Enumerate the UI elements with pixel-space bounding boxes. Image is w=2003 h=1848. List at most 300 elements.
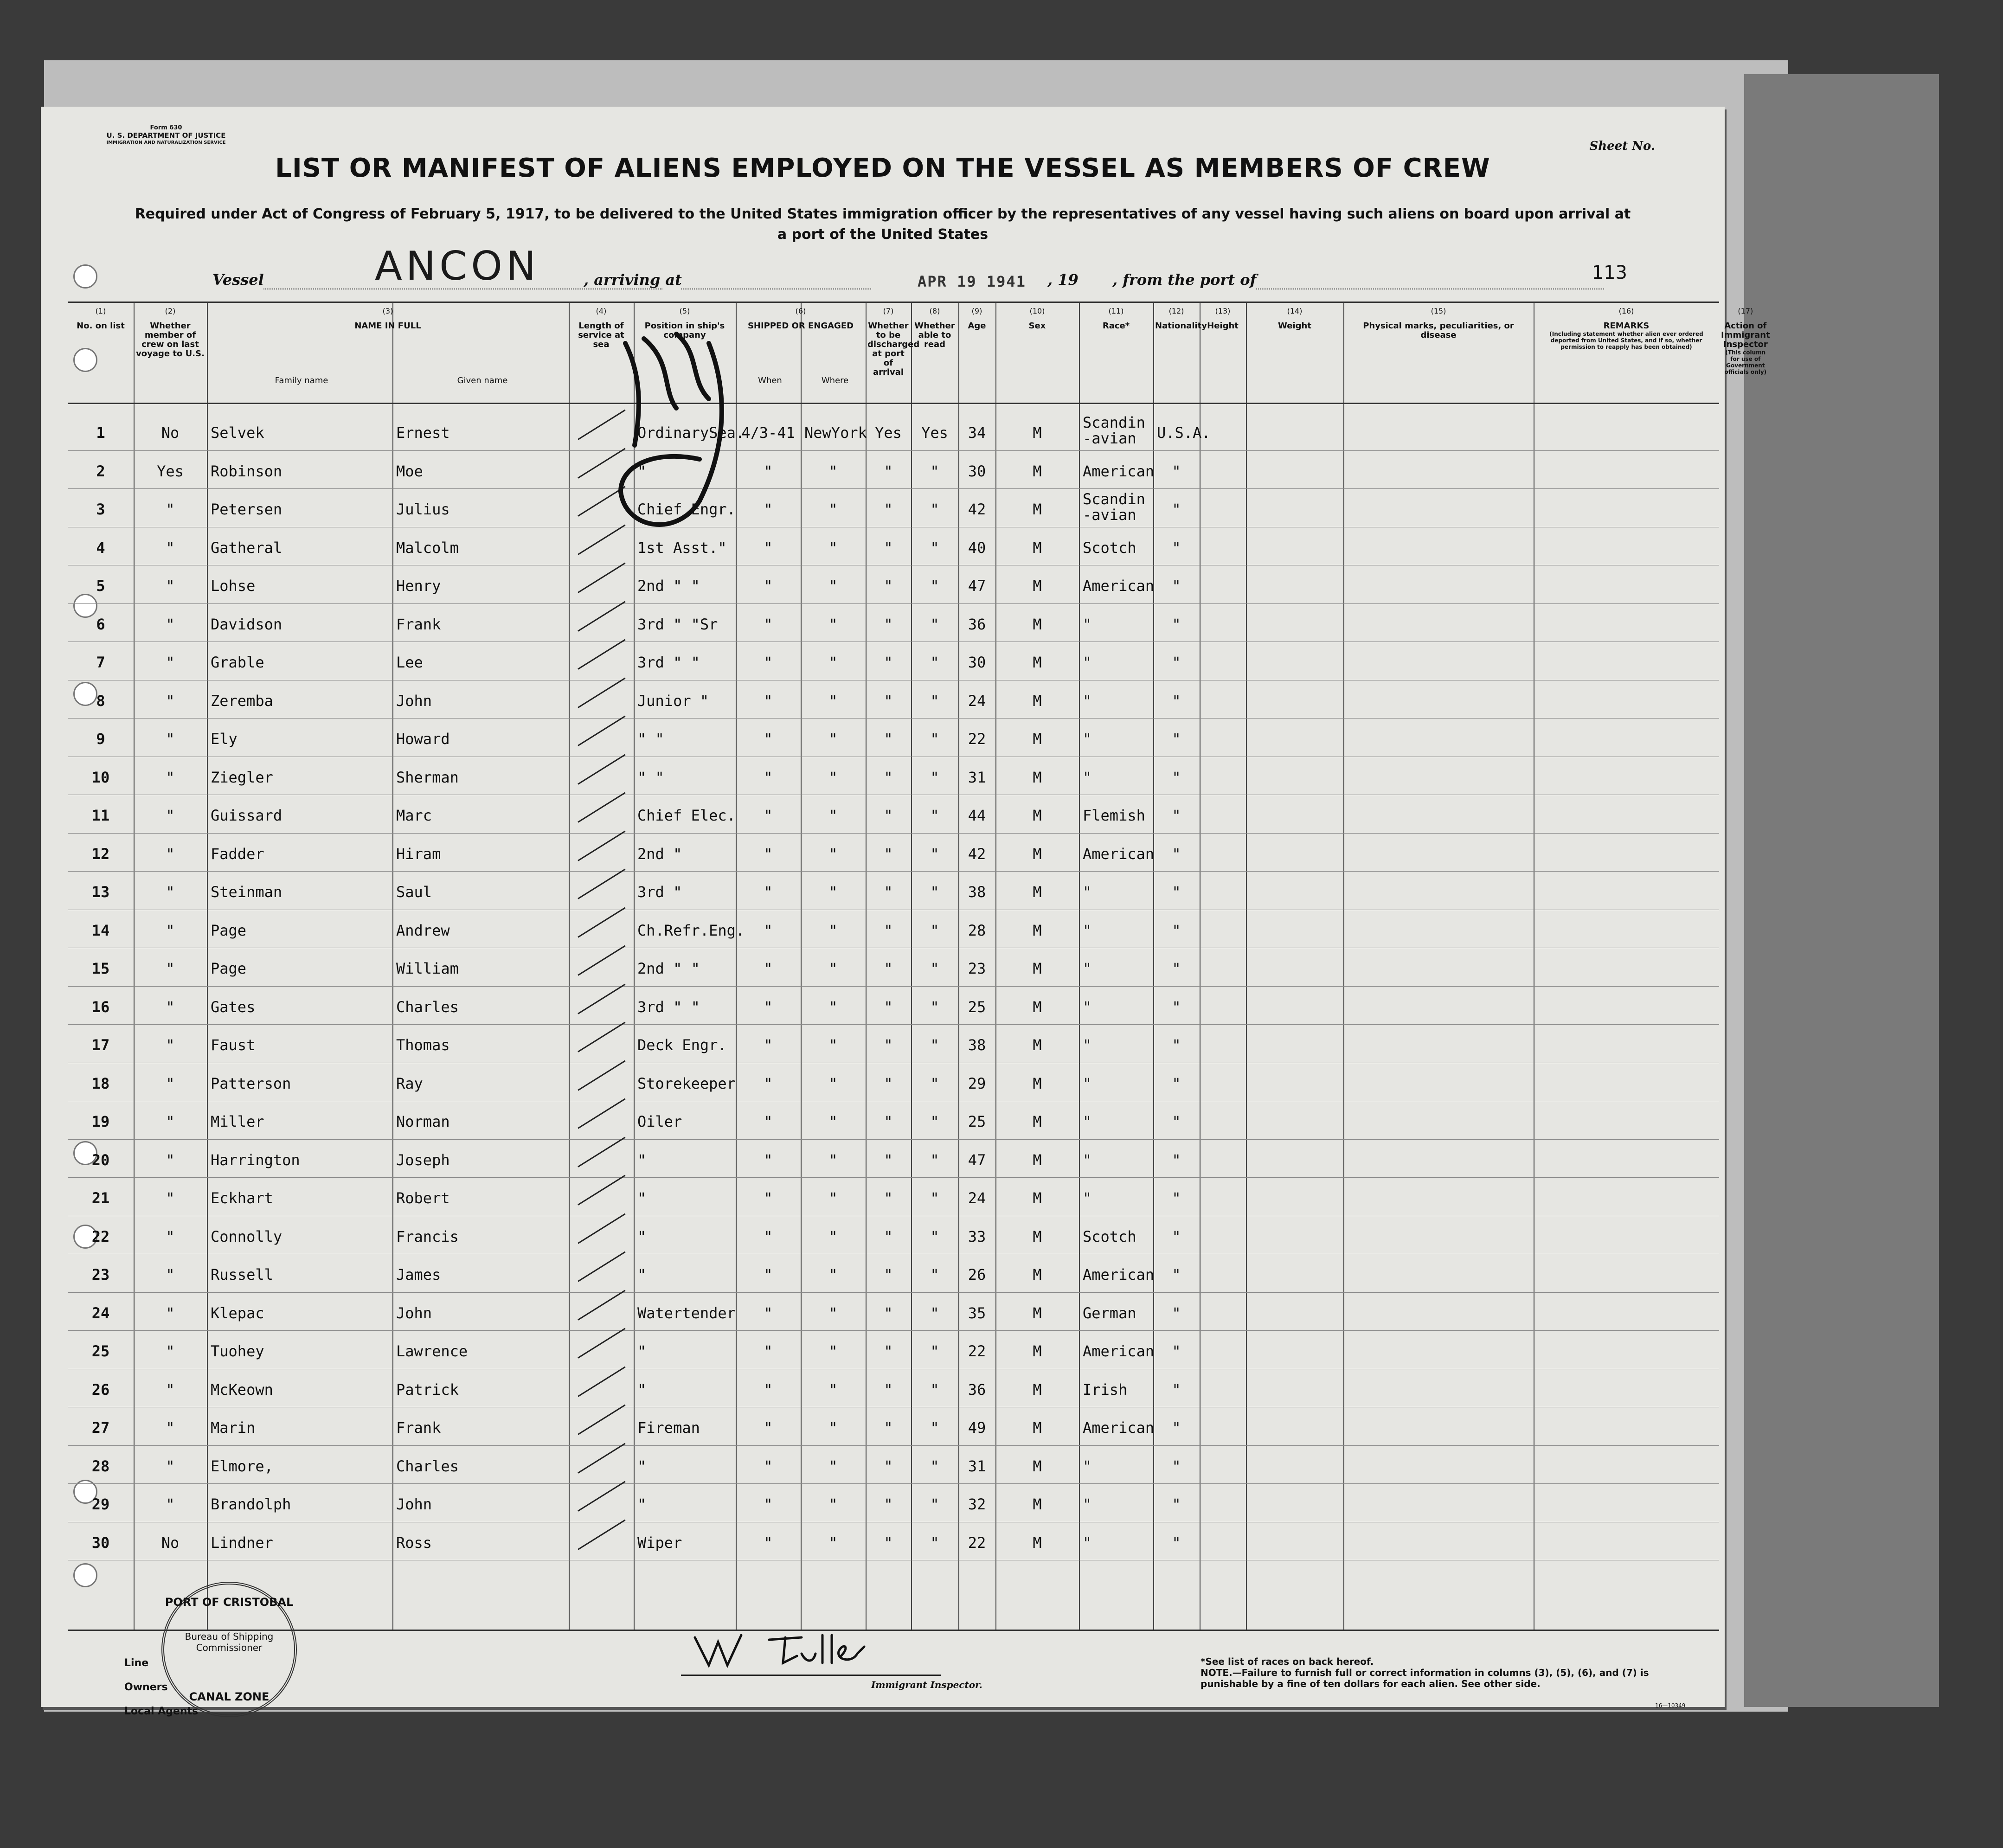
last-voyage-cell: " [166,807,175,824]
shipped-where-cell: " [828,615,838,633]
last-voyage-cell: " [166,1380,175,1399]
able-to-read-cell: " [930,1074,939,1092]
age-cell: 42 [968,500,986,518]
last-voyage-cell: " [166,1113,175,1130]
inspector-signature [690,1628,890,1670]
row-divider [68,1292,1719,1293]
column-header [1345,307,1532,340]
family-name-cell: Harrington [211,1151,300,1169]
age-cell: 22 [968,730,986,748]
last-voyage-cell: " [166,845,175,863]
column-subheader: When [758,376,782,385]
family-name-cell: Page [211,921,247,939]
last-voyage-cell: " [166,1266,175,1283]
sheet-no-label: Sheet No. [1589,139,1655,153]
age-cell: 47 [968,1151,986,1169]
given-name-cell: William [396,960,459,977]
race-cell: " [1083,1036,1092,1054]
column-divider [569,303,570,1630]
shipped-when-cell: 4/3-41 [741,424,795,442]
given-name-cell: Hiram [396,845,441,863]
service-tick-mark [578,1136,625,1167]
race-cell: " [1083,1457,1092,1475]
shipped-when-cell: " [764,998,773,1016]
family-name-cell: Klepac [211,1304,264,1322]
last-voyage-cell: No [161,424,180,442]
shipped-when-cell: " [764,1495,773,1513]
able-to-read-cell: " [930,1342,939,1360]
sex-cell: M [1033,960,1042,977]
footer-notes [1201,1656,1664,1689]
nationality-cell: " [1172,615,1181,633]
sex-cell: M [1033,998,1042,1016]
shipped-where-cell: " [828,998,838,1016]
shipped-when-cell: " [764,807,773,824]
race-cell: " [1083,615,1092,633]
row-number: 21 [91,1189,110,1207]
position-cell: " [637,1380,647,1399]
column-divider [995,303,996,1630]
nationality-cell: " [1172,807,1181,824]
service-tick-mark [578,907,625,937]
family-name-cell: Elmore, [211,1457,273,1475]
family-name-cell: Steinman [211,883,282,901]
column-divider [207,303,208,1630]
service-tick-mark [578,716,625,746]
row-number: 24 [91,1304,110,1322]
discharged-cell: " [884,1113,893,1130]
service-tick-mark [578,1481,625,1512]
family-name-cell: Lohse [211,577,256,595]
line-label: Line [124,1657,149,1669]
row-number: 22 [91,1227,110,1245]
shipped-when-cell: " [764,1534,773,1552]
shipped-where-cell: " [828,807,838,824]
service-tick-mark [578,792,625,823]
shipped-when-cell: " [764,1419,773,1437]
column-divider [134,303,135,1630]
service-tick-mark [578,601,625,631]
owners-label: Owners [124,1681,168,1693]
family-name-cell: Lindner [211,1534,273,1552]
given-name-cell: Charles [396,1457,459,1475]
discharged-cell: " [884,1074,893,1092]
last-voyage-cell: " [166,1495,175,1513]
nationality-cell: " [1172,1419,1181,1437]
family-name-cell: Brandolph [211,1495,291,1513]
able-to-read-cell: " [930,1151,939,1169]
row-divider [68,1139,1719,1140]
from-port-label: , from the port of [1112,271,1257,289]
column-number: (11) [1108,307,1124,315]
able-to-read-cell: " [930,768,939,786]
nationality-cell: " [1172,1151,1181,1169]
last-voyage-cell: " [166,768,175,786]
row-number: 19 [91,1113,110,1130]
row-number: 9 [96,730,105,748]
stamp-bottom-text: CANAL ZONE [189,1690,270,1703]
column-number: (10) [1029,307,1045,315]
row-number: 1 [96,424,105,442]
background-folder [1744,74,1939,1707]
position-cell: 2nd " " [637,960,700,977]
service-tick-mark [578,1251,625,1282]
position-cell: " [637,1151,647,1169]
position-cell: " [637,1457,647,1475]
column-label: Action of Immigrant Inspector [1721,321,1770,349]
able-to-read-cell: " [930,1227,939,1245]
column-label: Whether to be discharged at port of arrival [867,321,920,377]
position-cell: Oiler [637,1113,682,1130]
nationality-cell: " [1172,730,1181,748]
discharged-cell: " [884,539,893,557]
race-cell: " [1083,921,1092,939]
age-cell: 23 [968,960,986,977]
family-name-cell: Zeremba [211,692,273,710]
row-divider [68,603,1719,604]
race-cell: " [1083,1074,1092,1092]
last-voyage-cell: " [166,960,175,977]
sex-cell: M [1033,1304,1042,1322]
row-number: 2 [96,462,105,480]
discharged-cell: " [884,768,893,786]
nationality-cell: " [1172,500,1181,518]
discharged-cell: " [884,692,893,710]
given-name-cell: John [396,1304,432,1322]
given-name-cell: Charles [396,998,459,1016]
race-cell: " [1083,960,1092,977]
column-divider [1079,303,1080,1630]
shipped-when-cell: " [764,1457,773,1475]
family-name-cell: Gates [211,998,256,1016]
column-subheader: Where [821,376,849,385]
sex-cell: M [1033,768,1042,786]
sex-cell: M [1033,1380,1042,1399]
position-cell: Deck Engr. [637,1036,727,1054]
given-name-cell: Saul [396,883,432,901]
age-cell: 36 [968,1380,986,1399]
race-cell: American [1083,1342,1155,1360]
column-header [1535,307,1717,350]
family-name-cell: Faust [211,1036,256,1054]
given-name-cell: Moe [396,462,423,480]
discharged-cell: " [884,921,893,939]
vessel-label: Vessel [212,271,264,289]
service-tick-mark [578,1519,625,1550]
vessel-name: ANCON [375,243,540,289]
last-voyage-cell: " [166,1457,175,1475]
discharged-cell: " [884,1304,893,1322]
position-cell: 1st Asst." [637,539,727,557]
able-to-read-cell: " [930,1419,939,1437]
sex-cell: M [1033,1342,1042,1360]
row-number: 28 [91,1457,110,1475]
age-cell: 49 [968,1419,986,1437]
vessel-line [212,243,1650,292]
position-cell: Chief Elec. [637,807,736,824]
service-tick-mark [578,1022,625,1052]
discharged-cell: " [884,1419,893,1437]
discharged-cell: " [884,960,893,977]
position-cell: " " [637,768,664,786]
able-to-read-cell: " [930,462,939,480]
shipped-when-cell: " [764,921,773,939]
nationality-cell: " [1172,1113,1181,1130]
row-number: 7 [96,654,105,671]
position-cell: " [637,1189,647,1207]
column-number: (2) [165,307,176,315]
nationality-cell: " [1172,1457,1181,1475]
sex-cell: M [1033,921,1042,939]
shipped-where-cell: " [828,1495,838,1513]
position-cell: Chief Engr. [637,500,736,518]
sex-cell: M [1033,730,1042,748]
given-name-cell: Malcolm [396,539,459,557]
able-to-read-cell: " [930,1457,939,1475]
shipped-when-cell: " [764,1151,773,1169]
able-to-read-cell: " [930,883,939,901]
position-cell: 3rd " [637,883,682,901]
shipped-where-cell: " [828,1534,838,1552]
shipped-when-cell: " [764,1227,773,1245]
row-divider [68,1330,1719,1331]
race-cell: " [1083,1534,1092,1552]
age-cell: 26 [968,1266,986,1283]
last-voyage-cell: " [166,1304,175,1322]
able-to-read-cell: " [930,577,939,595]
given-name-cell: Frank [396,1419,441,1437]
inspector-signature-line [681,1675,941,1676]
age-cell: 29 [968,1074,986,1092]
nationality-cell: " [1172,845,1181,863]
header-divider [68,403,1719,404]
able-to-read-cell: " [930,730,939,748]
column-number: (15) [1431,307,1446,315]
shipped-when-cell: " [764,615,773,633]
races-note: *See list of races on back hereof. [1201,1656,1374,1667]
shipped-when-cell: " [764,654,773,671]
row-number: 20 [91,1151,110,1169]
service-tick-mark [578,869,625,899]
race-cell: " [1083,1113,1092,1130]
race-cell: Scandin-avian [1083,414,1145,447]
position-cell: 3rd " "Sr [637,615,718,633]
given-name-cell: Julius [396,500,450,518]
sex-cell: M [1033,615,1042,633]
position-cell: " [637,1342,647,1360]
race-cell: " [1083,730,1092,748]
column-number: (13) [1215,307,1231,315]
discharged-cell: " [884,1227,893,1245]
given-name-cell: Ross [396,1534,432,1552]
column-note: (This column for use of Government officials only) [1724,349,1767,375]
last-voyage-cell: " [166,539,175,557]
column-header [1155,307,1207,331]
age-cell: 44 [968,807,986,824]
race-cell: Scotch [1083,539,1136,557]
race-cell: Irish [1083,1380,1128,1399]
age-cell: 24 [968,1189,986,1207]
last-voyage-cell: " [166,1342,175,1360]
column-header [1081,307,1151,331]
column-label: REMARKS [1603,321,1650,331]
shipped-where-cell: " [828,845,838,863]
discharged-cell: " [884,1342,893,1360]
nationality-cell: " [1172,1342,1181,1360]
age-cell: 30 [968,462,986,480]
nationality-cell: " [1172,654,1181,671]
able-to-read-cell: " [930,807,939,824]
nationality-cell: " [1172,921,1181,939]
column-label: Position in ship's company [644,321,725,340]
column-divider [1200,303,1201,1630]
last-voyage-cell: " [166,1227,175,1245]
shipped-when-cell: " [764,883,773,901]
row-divider [68,1445,1719,1446]
sex-cell: M [1033,1534,1042,1552]
row-divider [68,1483,1719,1484]
race-cell: American [1083,845,1155,863]
shipped-when-cell: " [764,1036,773,1054]
age-cell: 31 [968,1457,986,1475]
shipped-when-cell: " [764,500,773,518]
row-number: 5 [96,577,105,595]
local-agents-label: Local Agents [124,1706,199,1717]
column-number: (4) [596,307,607,315]
shipped-where-cell: NewYork [804,424,867,442]
service-name: IMMIGRATION AND NATURALIZATION SERVICE [106,140,226,145]
age-cell: 32 [968,1495,986,1513]
column-number: (3) [382,307,393,315]
column-number: (8) [929,307,940,315]
row-divider [68,1024,1719,1025]
nationality-cell: " [1172,768,1181,786]
row-number: 3 [96,500,105,518]
discharged-cell: " [884,615,893,633]
row-number: 18 [91,1074,110,1092]
row-divider [68,1177,1719,1178]
shipped-where-cell: " [828,539,838,557]
discharged-cell: " [884,500,893,518]
service-tick-mark [578,1213,625,1244]
sex-cell: M [1033,1419,1042,1437]
given-name-cell: Norman [396,1113,450,1130]
column-header [70,307,132,331]
form-number: Form 630 [150,124,182,131]
able-to-read-cell: " [930,921,939,939]
column-header [135,307,205,359]
row-number: 8 [96,692,105,710]
discharged-cell: " [884,1189,893,1207]
able-to-read-cell: " [930,539,939,557]
column-subheader: Family name [275,376,328,385]
nationality-cell: " [1172,1380,1181,1399]
column-label: Sex [1028,321,1046,331]
able-to-read-cell: " [930,960,939,977]
family-name-cell: Petersen [211,500,282,518]
column-label: Height [1207,321,1239,331]
nationality-cell: U.S.A. [1157,424,1211,442]
given-name-cell: John [396,1495,432,1513]
family-name-cell: Robinson [211,462,282,480]
row-number: 29 [91,1495,110,1513]
row-number: 25 [91,1342,110,1360]
row-number: 30 [91,1534,110,1552]
column-number: (5) [679,307,690,315]
position-cell: Wiper [637,1534,682,1552]
discharged-cell: " [884,1151,893,1169]
row-number: 6 [96,615,105,633]
last-voyage-cell: " [166,921,175,939]
able-to-read-cell: " [930,692,939,710]
position-cell: Storekeeper [637,1074,736,1092]
shipped-when-cell: " [764,1342,773,1360]
shipped-where-cell: " [828,1342,838,1360]
nationality-cell: " [1172,998,1181,1016]
column-note: (Including statement whether alien ever ordered deported from United States, and if so, whether permission to reapply has been obtained) [1549,331,1703,350]
shipped-where-cell: " [828,1380,838,1399]
last-voyage-cell: " [166,1074,175,1092]
column-header [1201,307,1244,331]
row-number: 15 [91,960,110,977]
discharged-cell: Yes [875,424,902,442]
column-header [867,307,920,377]
able-to-read-cell: " [930,654,939,671]
shipped-where-cell: " [828,654,838,671]
sex-cell: M [1033,692,1042,710]
discharged-cell: " [884,577,893,595]
service-tick-mark [578,754,625,784]
sex-cell: M [1033,1189,1042,1207]
last-voyage-cell: " [166,500,175,518]
shipped-where-cell: " [828,462,838,480]
age-cell: 35 [968,1304,986,1322]
sex-cell: M [1033,845,1042,863]
column-divider [392,303,393,1630]
last-voyage-cell: " [166,577,175,595]
crew-table [68,302,1770,1631]
given-name-cell: Sherman [396,768,459,786]
sex-cell: M [1033,462,1042,480]
age-cell: 40 [968,539,986,557]
shipped-where-cell: " [828,1457,838,1475]
column-label: Length of service at sea [578,321,624,349]
age-cell: 22 [968,1342,986,1360]
last-voyage-cell: Yes [157,462,184,480]
sex-cell: M [1033,883,1042,901]
sex-cell: M [1033,500,1042,518]
sex-cell: M [1033,539,1042,557]
family-name-cell: Marin [211,1419,256,1437]
family-name-cell: Miller [211,1113,264,1130]
last-voyage-cell: No [161,1534,180,1552]
given-name-cell: John [396,692,432,710]
sex-cell: M [1033,1036,1042,1054]
column-number: (6) [795,307,806,315]
shipped-where-cell: " [828,921,838,939]
age-cell: 36 [968,615,986,633]
page-title: LIST OR MANIFEST OF ALIENS EMPLOYED ON THE VESSEL AS MEMBERS OF CREW [275,153,1490,183]
family-name-cell: Davidson [211,615,282,633]
column-header [913,307,957,349]
race-cell: American [1083,462,1155,480]
column-divider [1343,303,1344,1630]
row-number: 13 [91,883,110,901]
shipped-where-cell: " [828,577,838,595]
row-divider [68,488,1719,489]
given-name-cell: Howard [396,730,450,748]
row-number: 10 [91,768,110,786]
